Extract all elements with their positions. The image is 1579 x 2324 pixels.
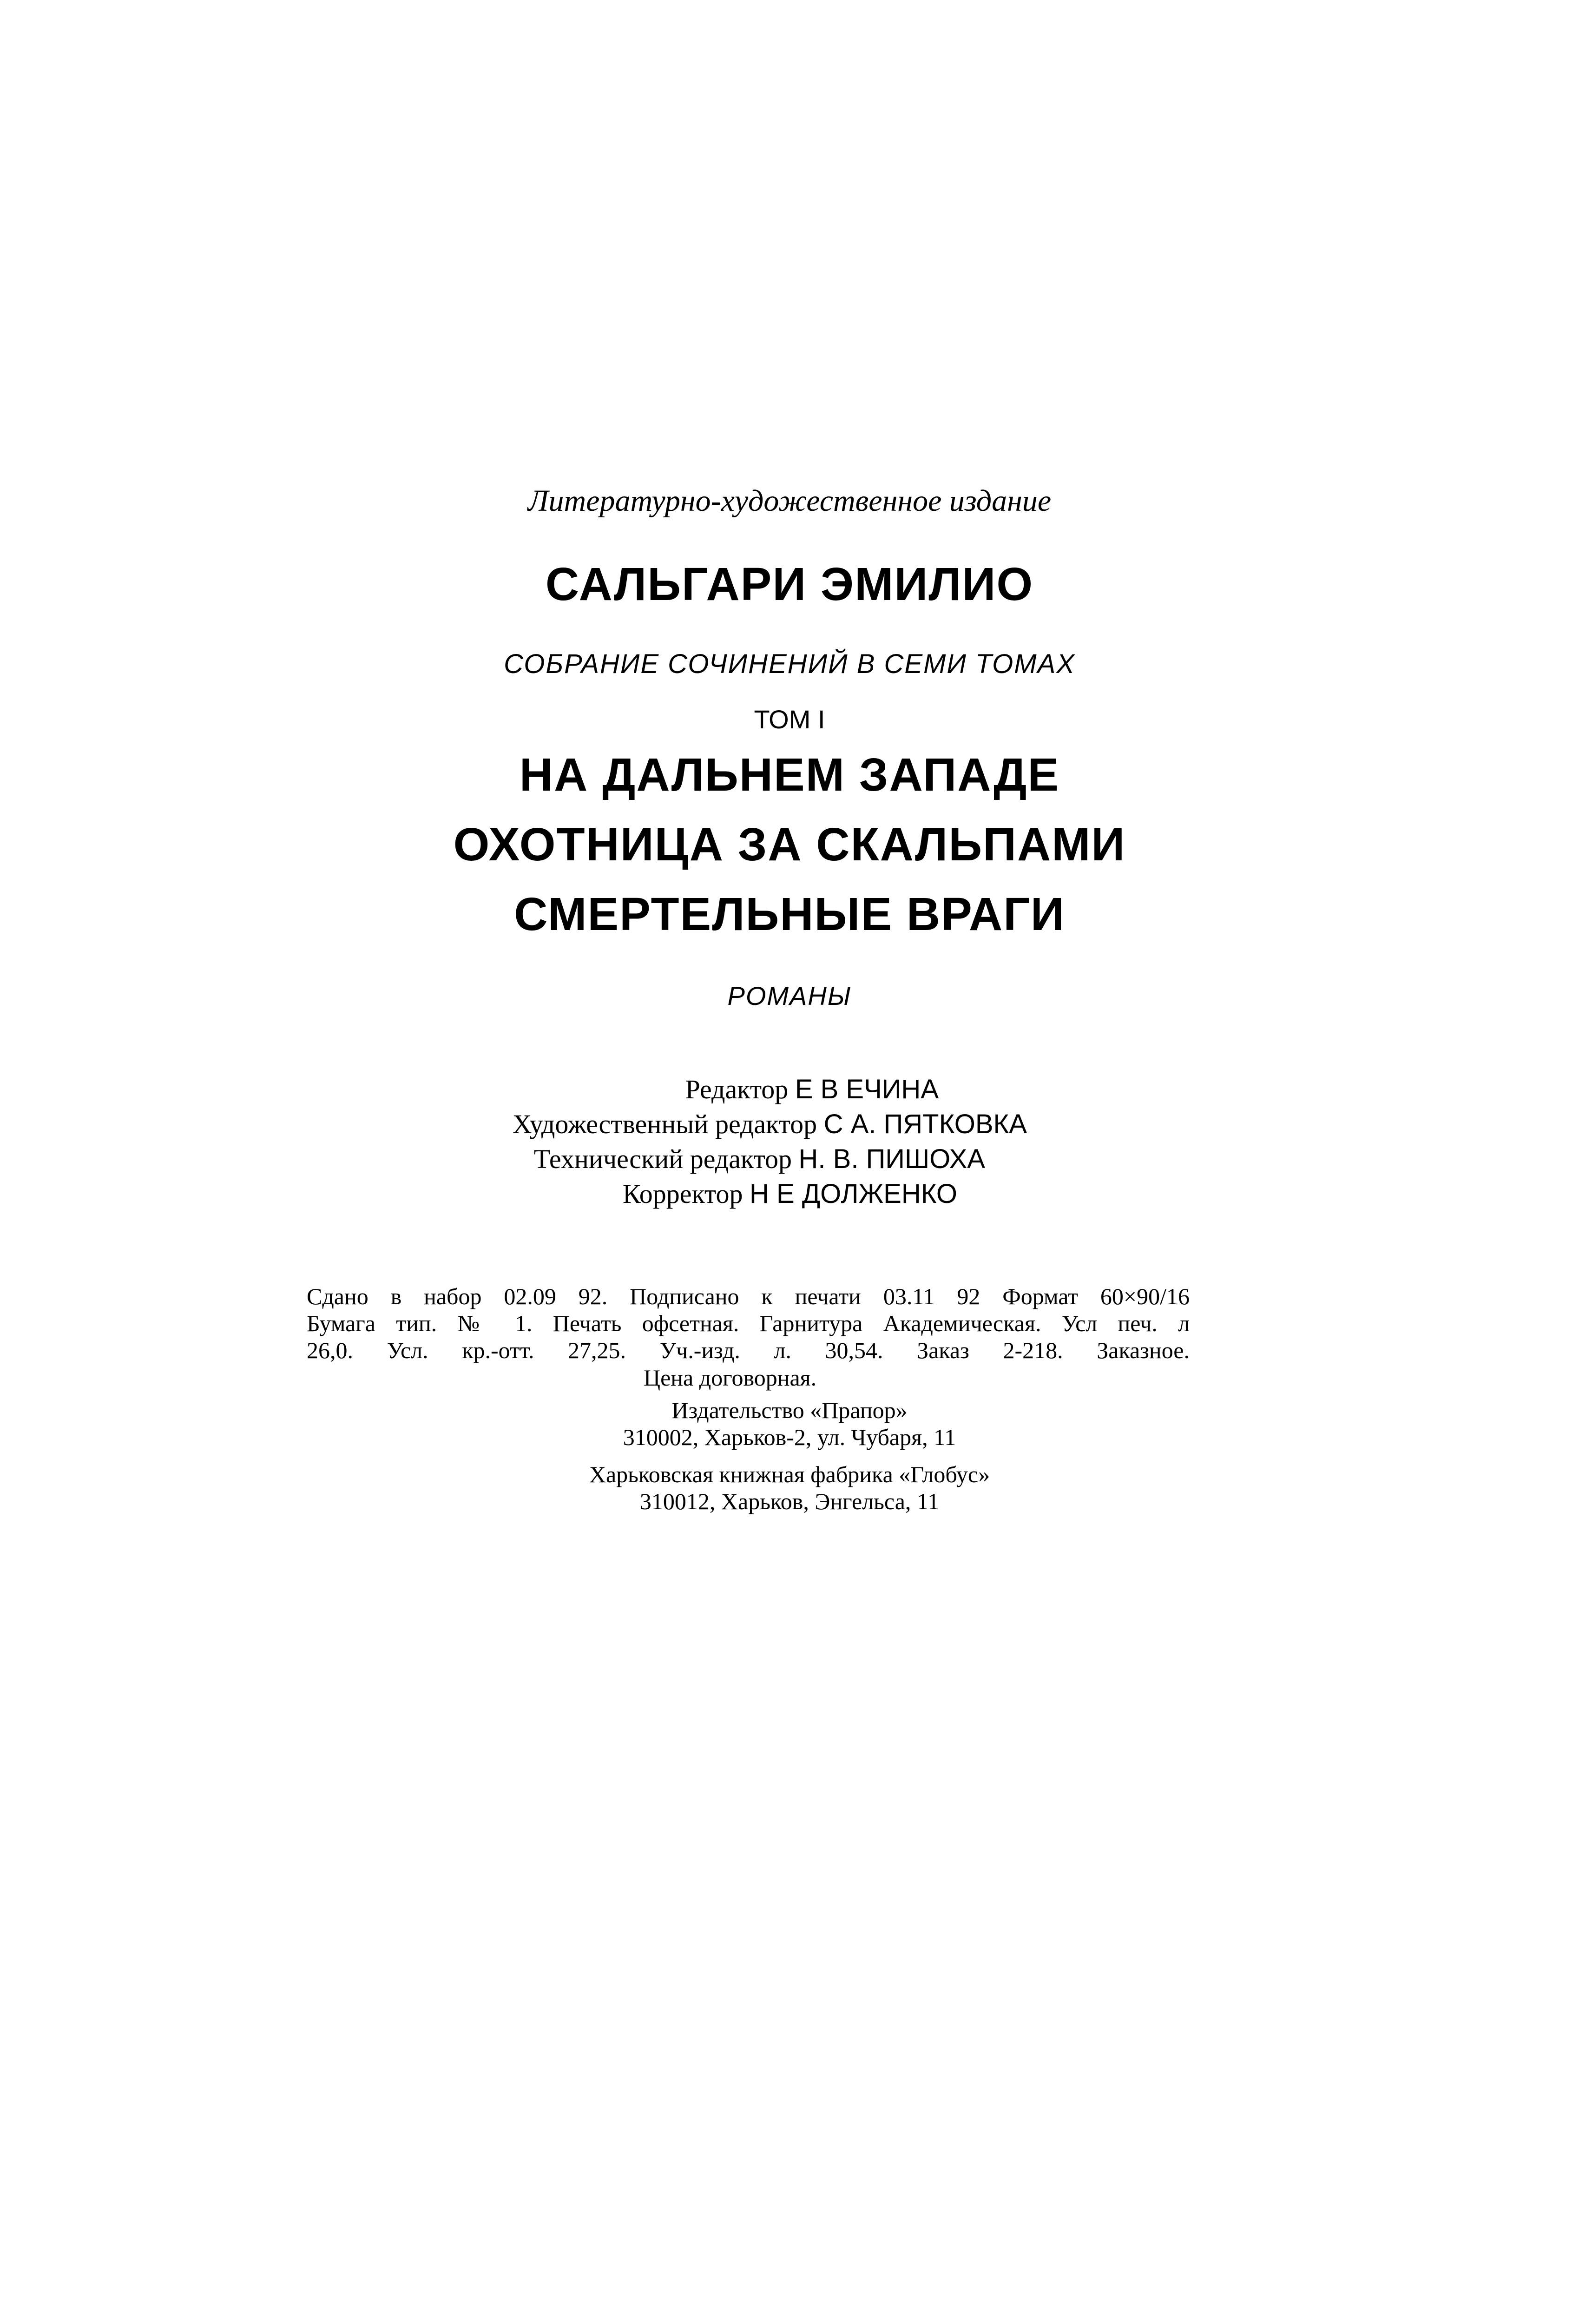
price-note: Цена договорная. bbox=[644, 1365, 817, 1391]
credit-role: Художественный редактор bbox=[512, 1109, 817, 1139]
credit-row bbox=[534, 1143, 985, 1175]
author-name: САЛЬГАРИ ЭМИЛИО bbox=[545, 558, 1034, 610]
credit-role: Редактор bbox=[685, 1074, 789, 1104]
credit-row bbox=[513, 1109, 1027, 1140]
credit-name: Е В ЕЧИНА bbox=[795, 1074, 939, 1104]
credit-row bbox=[685, 1074, 939, 1105]
credit-name: Н. В. ПИШОХА bbox=[798, 1144, 985, 1174]
credit-name: Н Е ДОЛЖЕНКО bbox=[750, 1179, 957, 1209]
genre-label: РОМАНЫ bbox=[727, 981, 852, 1010]
imprint-line: 26,0. Усл. кр.-отт. 27,25. Уч.-изд. л. 30,54. Заказ 2-218. Заказное. bbox=[307, 1337, 1190, 1363]
collection-title: СОБРАНИЕ СОЧИНЕНИЙ В СЕМИ ТОМАХ bbox=[504, 649, 1075, 679]
credit-row bbox=[623, 1178, 957, 1209]
publisher-address: 310002, Харьков-2, ул. Чубаря, 11 bbox=[623, 1424, 956, 1450]
novel-title-1: НА ДАЛЬНЕМ ЗАПАДЕ bbox=[519, 749, 1060, 801]
imprint-block bbox=[307, 1283, 1190, 1364]
imprint-line: Сдано в набор 02.09 92. Подписано к печати 03.11 92 Формат 60×90/16 bbox=[307, 1283, 1190, 1309]
volume-number: ТОМ I bbox=[754, 705, 825, 734]
novel-title-2: ОХОТНИЦА ЗА СКАЛЬПАМИ bbox=[453, 819, 1126, 871]
publisher-name: Издательство «Прапор» bbox=[671, 1397, 908, 1423]
novel-title-3: СМЕРТЕЛЬНЫЕ ВРАГИ bbox=[514, 888, 1065, 940]
credit-role: Корректор bbox=[622, 1179, 743, 1209]
credit-name: С А. ПЯТКОВКА bbox=[823, 1109, 1027, 1139]
edition-type: Литературно-художественное издание bbox=[527, 484, 1052, 518]
imprint-line: Бумага тип. № 1. Печать офсетная. Гарнитура Академическая. Усл печ. л bbox=[307, 1310, 1190, 1336]
printer-address: 310012, Харьков, Энгельса, 11 bbox=[639, 1488, 940, 1514]
credit-role: Технический редактор bbox=[533, 1144, 792, 1174]
printer-name: Харьковская книжная фабрика «Глобус» bbox=[589, 1461, 990, 1487]
